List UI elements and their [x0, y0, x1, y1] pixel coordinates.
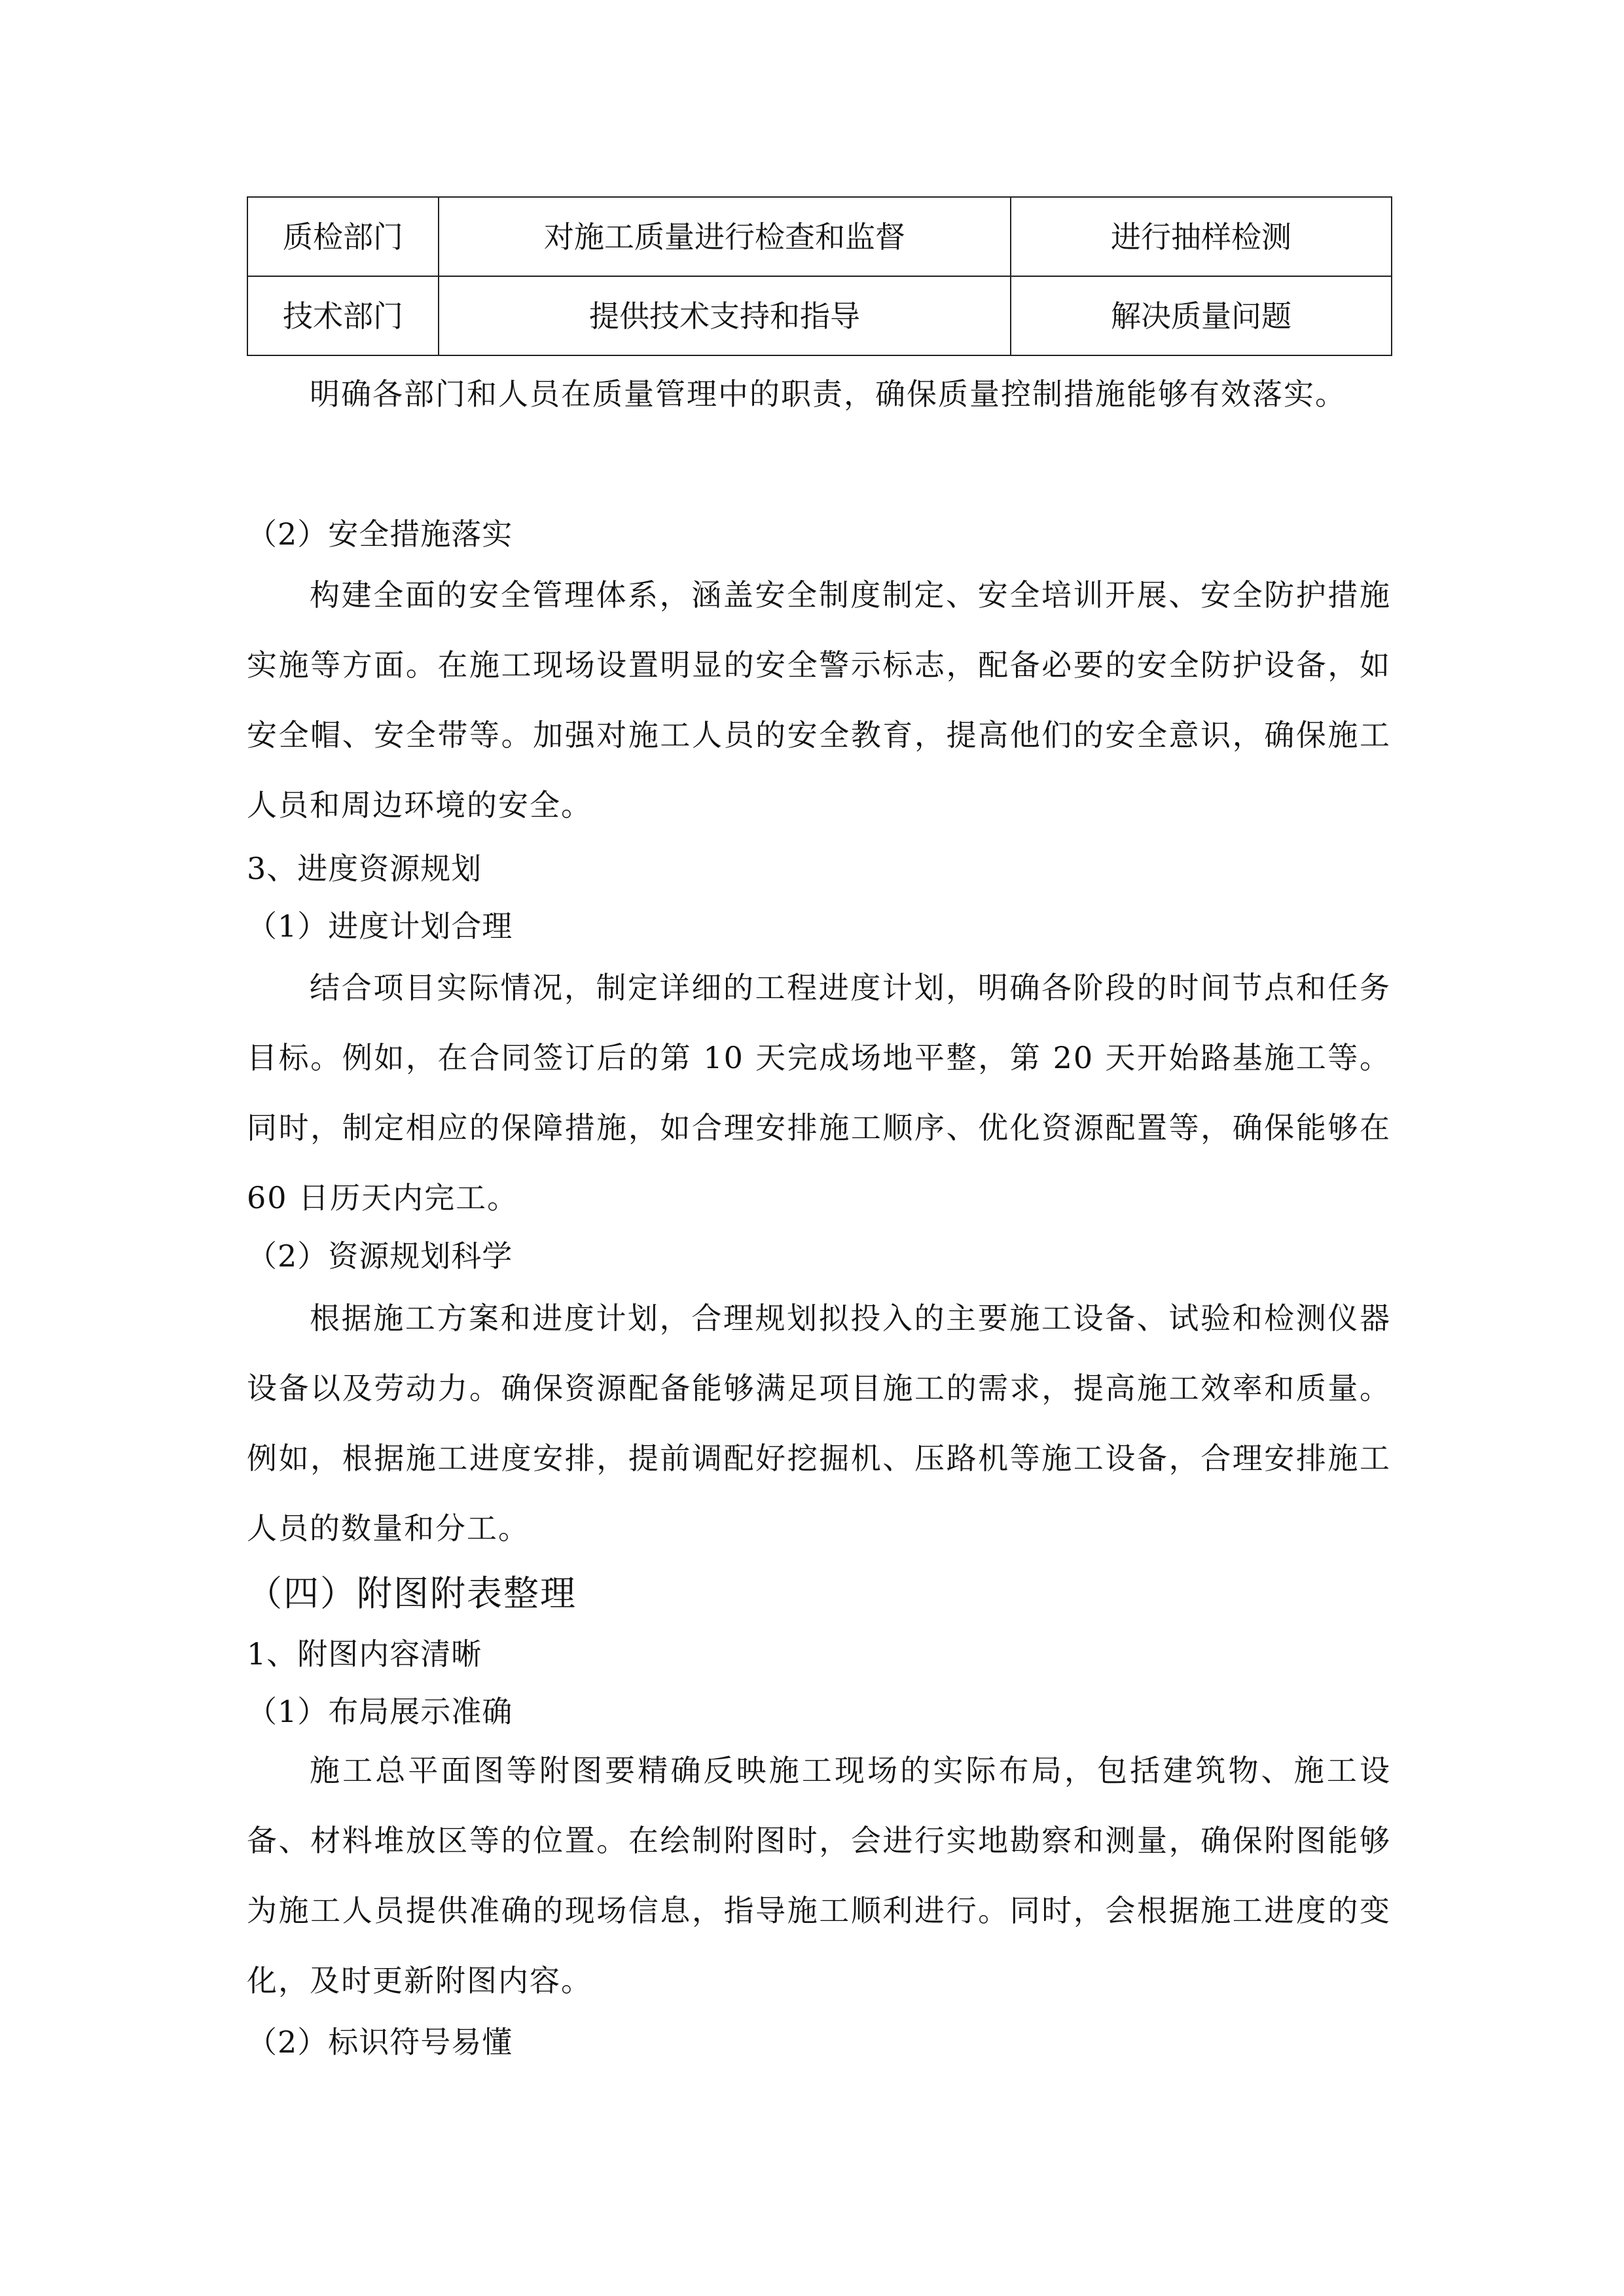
table-cell-department: 质检部门: [247, 197, 439, 276]
responsibility-table: [247, 196, 1392, 356]
heading-attachment-content: 1、附图内容清晰: [247, 1636, 482, 1672]
subheading-layout-display: （1）布局展示准确: [247, 1694, 513, 1729]
paragraph-resources: 根据施工方案和进度计划，合理规划拟投入的主要施工设备、试验和检测仪器设备以及劳动力。确保资源配备能够满足项目施工的需求，提高施工效率和质量。例如，根据施工进度安排，提前调配好挖掘机、压路机等施工设备，合理安排施工人员的数量和分工。: [247, 1300, 1391, 1546]
subheading-symbols: （2）标识符号易懂: [247, 2024, 513, 2060]
subheading-schedule-plan: （1）进度计划合理: [247, 908, 513, 944]
table-cell-measure: 进行抽样检测: [1011, 197, 1392, 276]
paragraph-schedule: 结合项目实际情况，制定详细的工程进度计划，明确各阶段的时间节点和任务目标。例如，在合同签订后的第 10 天完成场地平整，第 20 天开始路基施工等。同时，制定相应的保障措施，如合理安排施工顺序、优化资源配置等，确保能够在 60 日历天内完工。: [247, 970, 1391, 1215]
paragraph-responsibilities: 明确各部门和人员在质量管理中的职责，确保质量控制措施能够有效落实。: [310, 376, 1346, 412]
subheading-safety-measures: （2）安全措施落实: [247, 516, 513, 552]
heading-schedule-resources: 3、进度资源规划: [247, 851, 482, 886]
table-cell-responsibility: 对施工质量进行检查和监督: [439, 197, 1011, 276]
table-row: [247, 197, 1392, 276]
paragraph-layout: 施工总平面图等附图要精确反映施工现场的实际布局，包括建筑物、施工设备、材料堆放区等的位置。在绘制附图时，会进行实地勘察和测量，确保附图能够为施工人员提供准确的现场信息，指导施工顺利进行。同时，会根据施工进度的变化，及时更新附图内容。: [247, 1753, 1391, 1998]
paragraph-safety: 构建全面的安全管理体系，涵盖安全制度制定、安全培训开展、安全防护措施实施等方面。在施工现场设置明显的安全警示标志，配备必要的安全防护设备，如安全帽、安全带等。加强对施工人员的安全教育，提高他们的安全意识，确保施工人员和周边环境的安全。: [247, 577, 1391, 823]
subheading-resource-plan: （2）资源规划科学: [247, 1238, 513, 1274]
table-cell-department: 技术部门: [247, 276, 439, 355]
section-heading-attachments: （四）附图附表整理: [247, 1573, 577, 1614]
table-cell-measure: 解决质量问题: [1011, 276, 1392, 355]
table-cell-responsibility: 提供技术支持和指导: [439, 276, 1011, 355]
table-row: [247, 276, 1392, 355]
